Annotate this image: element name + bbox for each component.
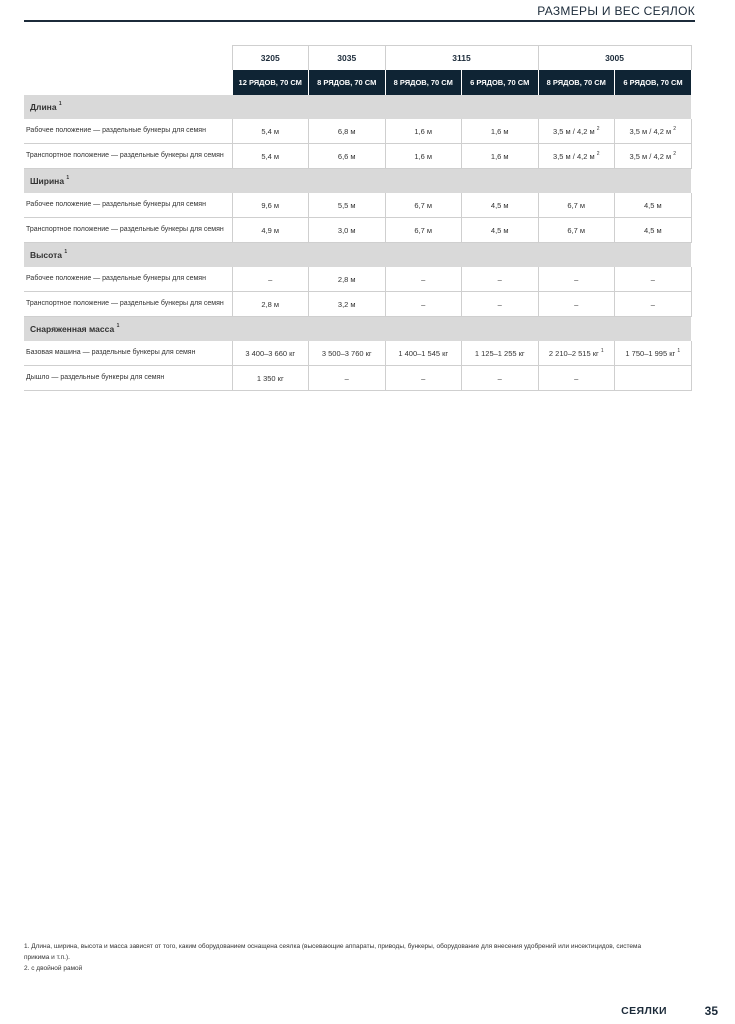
section-header-row	[24, 243, 691, 268]
table-row	[24, 218, 691, 243]
section-header-row	[24, 317, 691, 342]
cell-value: 2,8 м	[261, 299, 280, 309]
cell-value: 4,5 м	[490, 225, 509, 235]
table-cell	[232, 193, 309, 218]
cell-value: 3,2 м	[337, 299, 356, 309]
cell-value: 6,6 м	[337, 151, 356, 161]
footnotes	[24, 941, 644, 974]
table-cell	[462, 292, 539, 317]
table-cell	[309, 341, 386, 366]
model-header: 3005	[538, 46, 691, 71]
cell-value: 1 750–1 995 кг	[625, 348, 676, 358]
table-cell	[385, 218, 462, 243]
section-title-text: Ширина	[30, 176, 65, 186]
table-row	[24, 267, 691, 292]
cell-value: –	[650, 274, 655, 284]
row-label: Рабочее положение — раздельные бункеры для семян	[24, 267, 232, 292]
cell-value: –	[574, 373, 579, 383]
cell-value: –	[268, 274, 273, 284]
model-header-row	[24, 46, 691, 71]
table-cell	[462, 218, 539, 243]
cell-value: –	[421, 373, 426, 383]
row-label: Транспортное положение — раздельные бункеры для семян	[24, 144, 232, 169]
section-title-text: Снаряженная масса	[30, 324, 115, 334]
cell-value: 1,6 м	[414, 151, 433, 161]
table-cell	[232, 366, 309, 391]
table-cell	[232, 341, 309, 366]
section-title-text: Длина	[30, 102, 57, 112]
row-config-header: 8 РЯДОВ, 70 СМ	[385, 70, 462, 95]
cell-value: 3,5 м / 4,2 м	[629, 126, 672, 136]
cell-value: –	[650, 299, 655, 309]
cell-value: 3,5 м / 4,2 м	[553, 126, 595, 136]
cell-value: 5,4 м	[261, 126, 280, 136]
footnote-ref: 2	[596, 150, 600, 157]
table-cell	[309, 218, 386, 243]
cell-value: 6,7 м	[567, 225, 586, 235]
row-label: Дышло — раздельные бункеры для семян	[24, 366, 232, 391]
cell-value: 6,7 м	[567, 200, 586, 210]
dimensions-table	[24, 45, 692, 391]
table-cell	[615, 119, 692, 144]
table-cell	[232, 218, 309, 243]
footer-section-title: СЕЯЛКИ	[621, 1005, 667, 1017]
row-config-header: 6 РЯДОВ, 70 СМ	[615, 70, 692, 95]
table-cell	[385, 292, 462, 317]
cell-value: 3,5 м / 4,2 м	[553, 151, 595, 161]
cell-value: 1 350 кг	[256, 373, 284, 383]
cell-value: –	[574, 274, 579, 284]
footnote-ref: 2	[596, 125, 600, 132]
cell-value: 5,5 м	[337, 200, 356, 210]
row-config-header: 8 РЯДОВ, 70 СМ	[309, 70, 386, 95]
section-title	[24, 169, 691, 194]
section-title	[24, 95, 691, 119]
table-cell	[538, 144, 615, 169]
table-row	[24, 292, 691, 317]
row-label: Базовая машина — раздельные бункеры для семян	[24, 341, 232, 366]
table-row	[24, 144, 691, 169]
table-cell	[615, 267, 692, 292]
row-config-header: 6 РЯДОВ, 70 СМ	[462, 70, 539, 95]
section-title-text: Высота	[30, 250, 62, 260]
table-cell	[615, 366, 692, 391]
page-header-title: РАЗМЕРЫ И ВЕС СЕЯЛОК	[537, 4, 695, 18]
cell-value: 1 400–1 545 кг	[398, 348, 449, 358]
footnote-ref: 1	[116, 323, 120, 329]
header-spacer	[24, 70, 232, 95]
footnote-ref: 2	[673, 125, 676, 132]
row-label: Рабочее положение — раздельные бункеры для семян	[24, 119, 232, 144]
table-cell	[615, 218, 692, 243]
footnote-ref: 1	[66, 175, 70, 181]
cell-value: –	[574, 299, 579, 309]
cell-value: 3 500–3 760 кг	[321, 348, 372, 358]
footnote-ref: 1	[64, 249, 68, 255]
cell-value: –	[421, 299, 426, 309]
table-cell	[615, 193, 692, 218]
cell-value: 4,5 м	[643, 200, 662, 210]
table-row	[24, 341, 691, 366]
table-cell	[385, 267, 462, 292]
cell-value: 1,6 м	[490, 126, 509, 136]
row-config-header: 12 РЯДОВ, 70 СМ	[232, 70, 309, 95]
cell-value: 1,6 м	[490, 151, 509, 161]
table-cell	[385, 366, 462, 391]
cell-value: 6,7 м	[414, 200, 433, 210]
cell-value: 4,5 м	[490, 200, 509, 210]
table-cell	[538, 218, 615, 243]
table-cell	[385, 341, 462, 366]
cell-value: –	[497, 299, 502, 309]
table-cell	[385, 119, 462, 144]
footnote-ref: 1	[58, 101, 62, 107]
cell-value: 2,8 м	[337, 274, 356, 284]
table-cell	[538, 341, 615, 366]
table-cell	[538, 292, 615, 317]
table-cell	[232, 144, 309, 169]
cell-value: 6,8 м	[337, 126, 356, 136]
table-cell	[538, 267, 615, 292]
table-cell	[385, 144, 462, 169]
table-cell	[309, 292, 386, 317]
cell-value: –	[421, 274, 426, 284]
table-cell	[309, 119, 386, 144]
table-cell	[462, 341, 539, 366]
table-cell	[538, 366, 615, 391]
table-cell	[309, 366, 386, 391]
cell-value: 3 400–3 660 кг	[245, 348, 296, 358]
table-cell	[538, 193, 615, 218]
table-cell	[232, 119, 309, 144]
table-cell	[462, 193, 539, 218]
table-cell	[462, 144, 539, 169]
table-cell	[309, 267, 386, 292]
section-title	[24, 243, 691, 268]
model-header: 3035	[309, 46, 386, 71]
cell-value: 5,4 м	[261, 151, 280, 161]
row-label: Рабочее положение — раздельные бункеры для семян	[24, 193, 232, 218]
cell-value: 4,5 м	[643, 225, 662, 235]
cell-value: 1 125–1 255 кг	[474, 348, 525, 358]
cell-value: –	[344, 373, 349, 383]
table-cell	[462, 119, 539, 144]
table-cell	[309, 193, 386, 218]
table-cell	[615, 341, 692, 366]
row-config-header: 8 РЯДОВ, 70 СМ	[538, 70, 615, 95]
table-row	[24, 366, 691, 391]
cell-value: 3,5 м / 4,2 м	[629, 151, 672, 161]
model-header: 3205	[232, 46, 309, 71]
section-header-row	[24, 169, 691, 194]
cell-value: 6,7 м	[414, 225, 433, 235]
cell-value: 1,6 м	[414, 126, 433, 136]
row-label: Транспортное положение — раздельные бункеры для семян	[24, 218, 232, 243]
row-label: Транспортное положение — раздельные бункеры для семян	[24, 292, 232, 317]
table-cell	[462, 366, 539, 391]
cell-value: –	[497, 373, 502, 383]
cell-value: 4,9 м	[261, 225, 280, 235]
section-header-row	[24, 95, 691, 119]
cell-value: 3,0 м	[337, 225, 356, 235]
footnote-ref: 1	[600, 347, 604, 354]
table-cell	[538, 119, 615, 144]
model-header: 3115	[385, 46, 538, 71]
cell-value: –	[497, 274, 502, 284]
section-title	[24, 317, 691, 342]
row-config-header-row	[24, 70, 691, 95]
footnote-ref: 2	[673, 150, 676, 157]
table-cell	[615, 292, 692, 317]
table-cell	[232, 267, 309, 292]
footnote: 2. с двойной рамой	[24, 965, 83, 972]
header-divider	[24, 20, 695, 22]
footnote-ref: 1	[677, 347, 681, 354]
table-cell	[462, 267, 539, 292]
table-row	[24, 193, 691, 218]
header-spacer	[24, 46, 232, 71]
cell-value: 9,6 м	[261, 200, 280, 210]
table-row	[24, 119, 691, 144]
table-cell	[309, 144, 386, 169]
footnote: 1. Длина, ширина, высота и масса зависят от того, каким оборудованием оснащена сеялка (высевающие аппараты, приводы, бункеры, оборудование для внесения удобрений или инсектицидов, система прикима и т.п.).	[24, 943, 642, 961]
table-cell	[615, 144, 692, 169]
table-cell	[232, 292, 309, 317]
table-cell	[385, 193, 462, 218]
cell-value: 2 210–2 515 кг	[548, 348, 599, 358]
page-number: 35	[704, 1004, 718, 1018]
